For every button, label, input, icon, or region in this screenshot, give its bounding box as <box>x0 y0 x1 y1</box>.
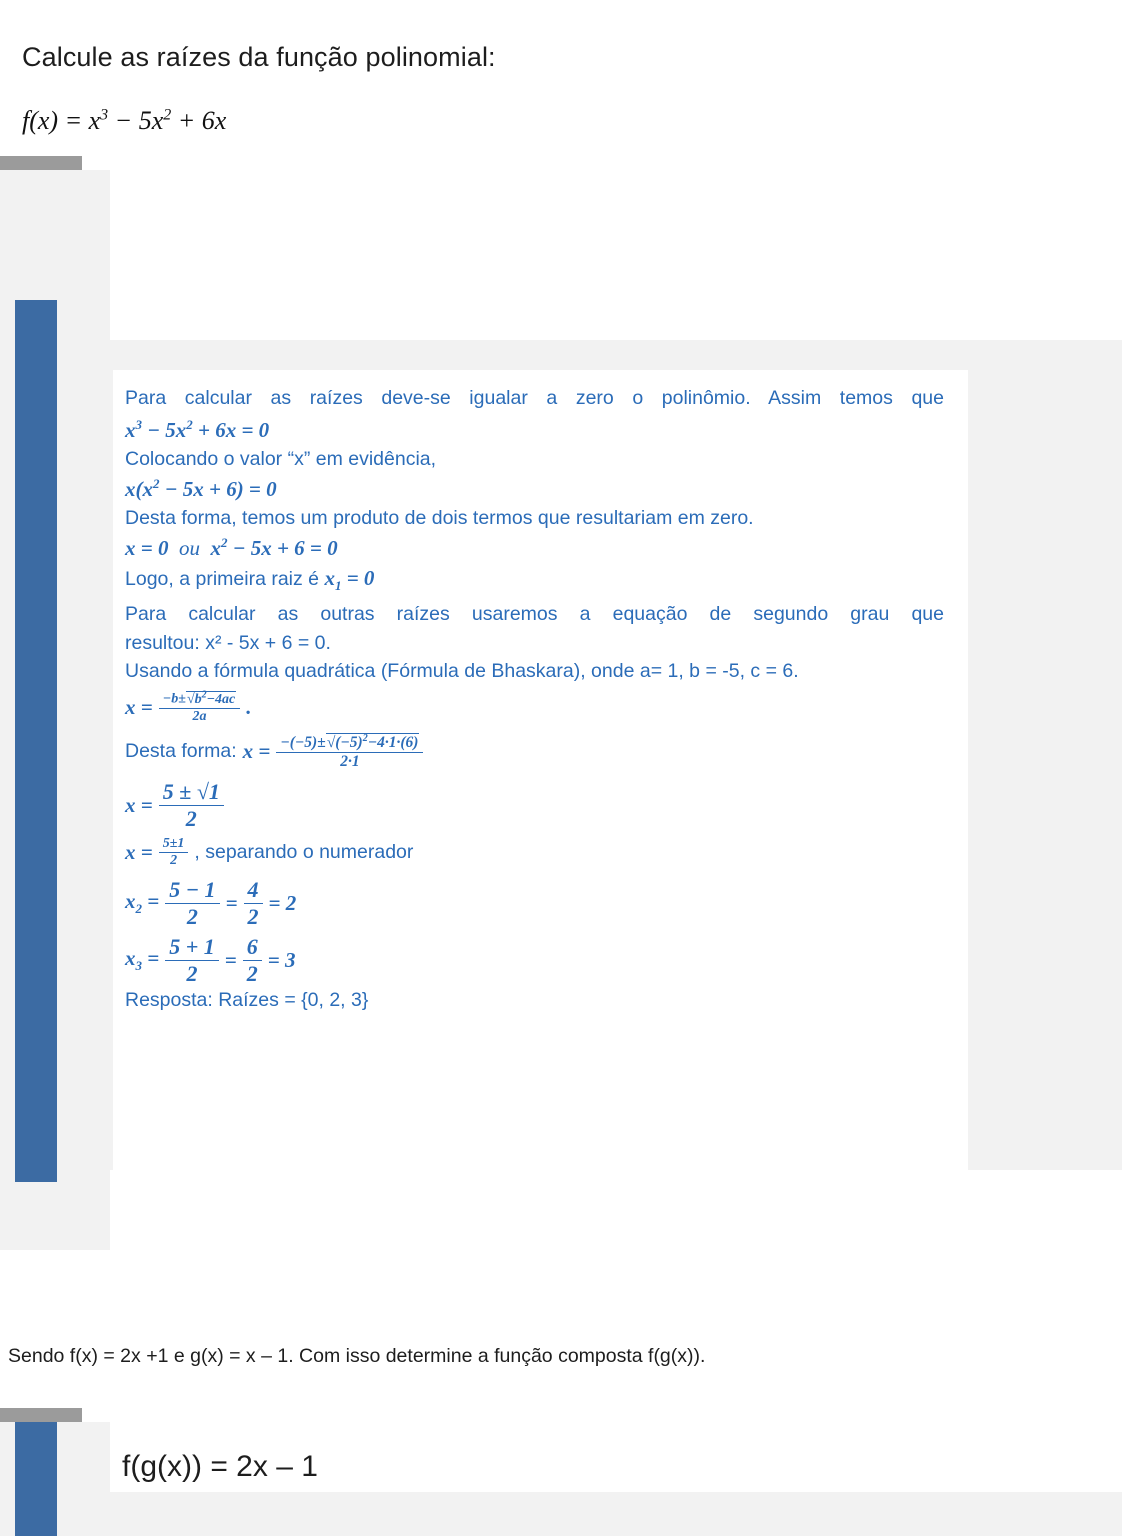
formula-term3: + 6x <box>177 106 227 135</box>
simplified-x: x = <box>125 793 153 818</box>
answer-line-2 <box>125 418 944 442</box>
root-3-denominator-2: 2 <box>243 960 262 987</box>
answer-1-card <box>113 370 968 1170</box>
answer-line-14 <box>125 836 944 869</box>
numerator-split-suffix: , separando o numerador <box>194 841 414 864</box>
bhaskara-fraction <box>159 689 241 725</box>
substitution-denominator: 2·1 <box>276 752 423 771</box>
numerator-split-numerator: 5±1 <box>162 836 185 852</box>
formula-term2-exponent: 2 <box>163 106 172 124</box>
root-2-fraction-2 <box>244 877 263 930</box>
answer-line-11 <box>125 689 944 725</box>
question-1-formula <box>22 106 226 136</box>
answer-first-root: $x_1 = 0$ <box>324 565 375 593</box>
answer-line-4 <box>125 477 944 501</box>
answer-final-result: Resposta: Raízes = {0, 2, 3} <box>125 989 369 1012</box>
substitution-numerator: $-(-5)\pm√(-5)^2-4\cdot 1\cdot(6)$ <box>280 732 419 752</box>
root-3-equals-1: = <box>224 948 237 973</box>
formula-term1-base: x <box>88 106 101 135</box>
answer-line-5: Desta forma, temos um produto de dois termos que resultariam em zero. <box>125 506 754 529</box>
answer-2-accent-bar <box>15 1422 57 1536</box>
substitution-fraction <box>276 733 423 771</box>
root-2-value: = 2 <box>268 891 297 916</box>
bhaskara-numerator: $-b\pm√b^2-4ac$ <box>162 689 236 707</box>
root-3-label: $x_3$ = <box>125 946 160 974</box>
simplified-numerator: 5 ± √1 <box>162 779 220 805</box>
answer-line-3: Colocando o valor “x” em evidência, <box>125 447 437 470</box>
simplified-fraction <box>159 779 224 832</box>
answer-equation-1: $x^3 - 5x^2 + 6x = 0$ <box>125 417 270 443</box>
answer-1-accent-bar <box>15 300 57 1182</box>
root-2-numerator-2: 4 <box>247 877 259 903</box>
numerator-split-denominator: 2 <box>159 852 189 869</box>
answer-line-6 <box>125 536 944 560</box>
answer-line-12 <box>125 733 944 771</box>
answer-line-15 <box>125 877 944 930</box>
answer-line-9: resultou: x² - 5x + 6 = 0. <box>125 632 331 655</box>
formula-term1-exponent: 3 <box>100 106 109 124</box>
root-3-fraction-1 <box>165 934 219 987</box>
question-2-grey-marker <box>0 1408 82 1422</box>
answer-line-16 <box>125 934 944 987</box>
question-2-title: Sendo f(x) = 2x +1 e g(x) = x – 1. Com isso determine a função composta f(g(x)). <box>8 1345 706 1367</box>
root-2-equals-1: = <box>225 891 238 916</box>
formula-fx: f(x) = <box>22 106 83 135</box>
formula-term2-base: x <box>151 106 164 135</box>
root-2-denominator-2: 2 <box>244 903 263 930</box>
numerator-split-x: x = <box>125 840 153 865</box>
root-3-numerator-2: 6 <box>246 934 258 960</box>
answer-line-12-prefix: Desta forma: <box>125 740 237 763</box>
question-1-grey-marker <box>0 156 82 170</box>
numerator-split-fraction <box>159 836 189 869</box>
simplified-denominator: 2 <box>159 805 224 832</box>
answer-line-10: Usando a fórmula quadrática (Fórmula de Bhaskara), onde a= 1, b = -5, c = 6. <box>125 659 799 682</box>
root-3-numerator-1: 5 + 1 <box>169 934 215 960</box>
root-2-label: $x_2$ = <box>125 889 160 917</box>
root-3-fraction-2 <box>243 934 262 987</box>
root-2-fraction-1 <box>165 877 219 930</box>
bhaskara-denominator: 2a <box>159 708 241 725</box>
answer-line-8: Para calcular as outras raízes usaremos a equação de segundo grau que <box>125 602 944 625</box>
answer-2-text: f(g(x)) = 2x – 1 <box>122 1450 318 1483</box>
root-2-numerator-1: 5 − 1 <box>169 877 216 903</box>
root-2-denominator-1: 2 <box>165 903 219 930</box>
answer-line-1: Para calcular as raízes deve-se igualar a zero o polinômio. Assim temos que <box>125 387 944 409</box>
answer-equation-2: $x(x^2 - 5x + 6) = 0$ <box>125 476 277 502</box>
root-3-denominator-1: 2 <box>165 960 219 987</box>
bhaskara-period: . <box>246 694 252 719</box>
answer-line-7 <box>125 565 944 593</box>
question-1-title: Calcule as raízes da função polinomial: <box>22 42 496 72</box>
answer-equation-3: x = 0 ou $x^2 - 5x + 6 = 0$ <box>125 535 338 561</box>
substitution-x: x = <box>242 739 271 764</box>
answer-line-13 <box>125 779 944 832</box>
answer-line-7-prefix: Logo, a primeira raiz é <box>125 567 320 590</box>
formula-term2: − 5 <box>114 106 152 135</box>
bhaskara-x: x = <box>125 694 153 719</box>
root-3-value: = 3 <box>267 948 296 973</box>
answer-2-background-panel <box>110 1492 1122 1536</box>
